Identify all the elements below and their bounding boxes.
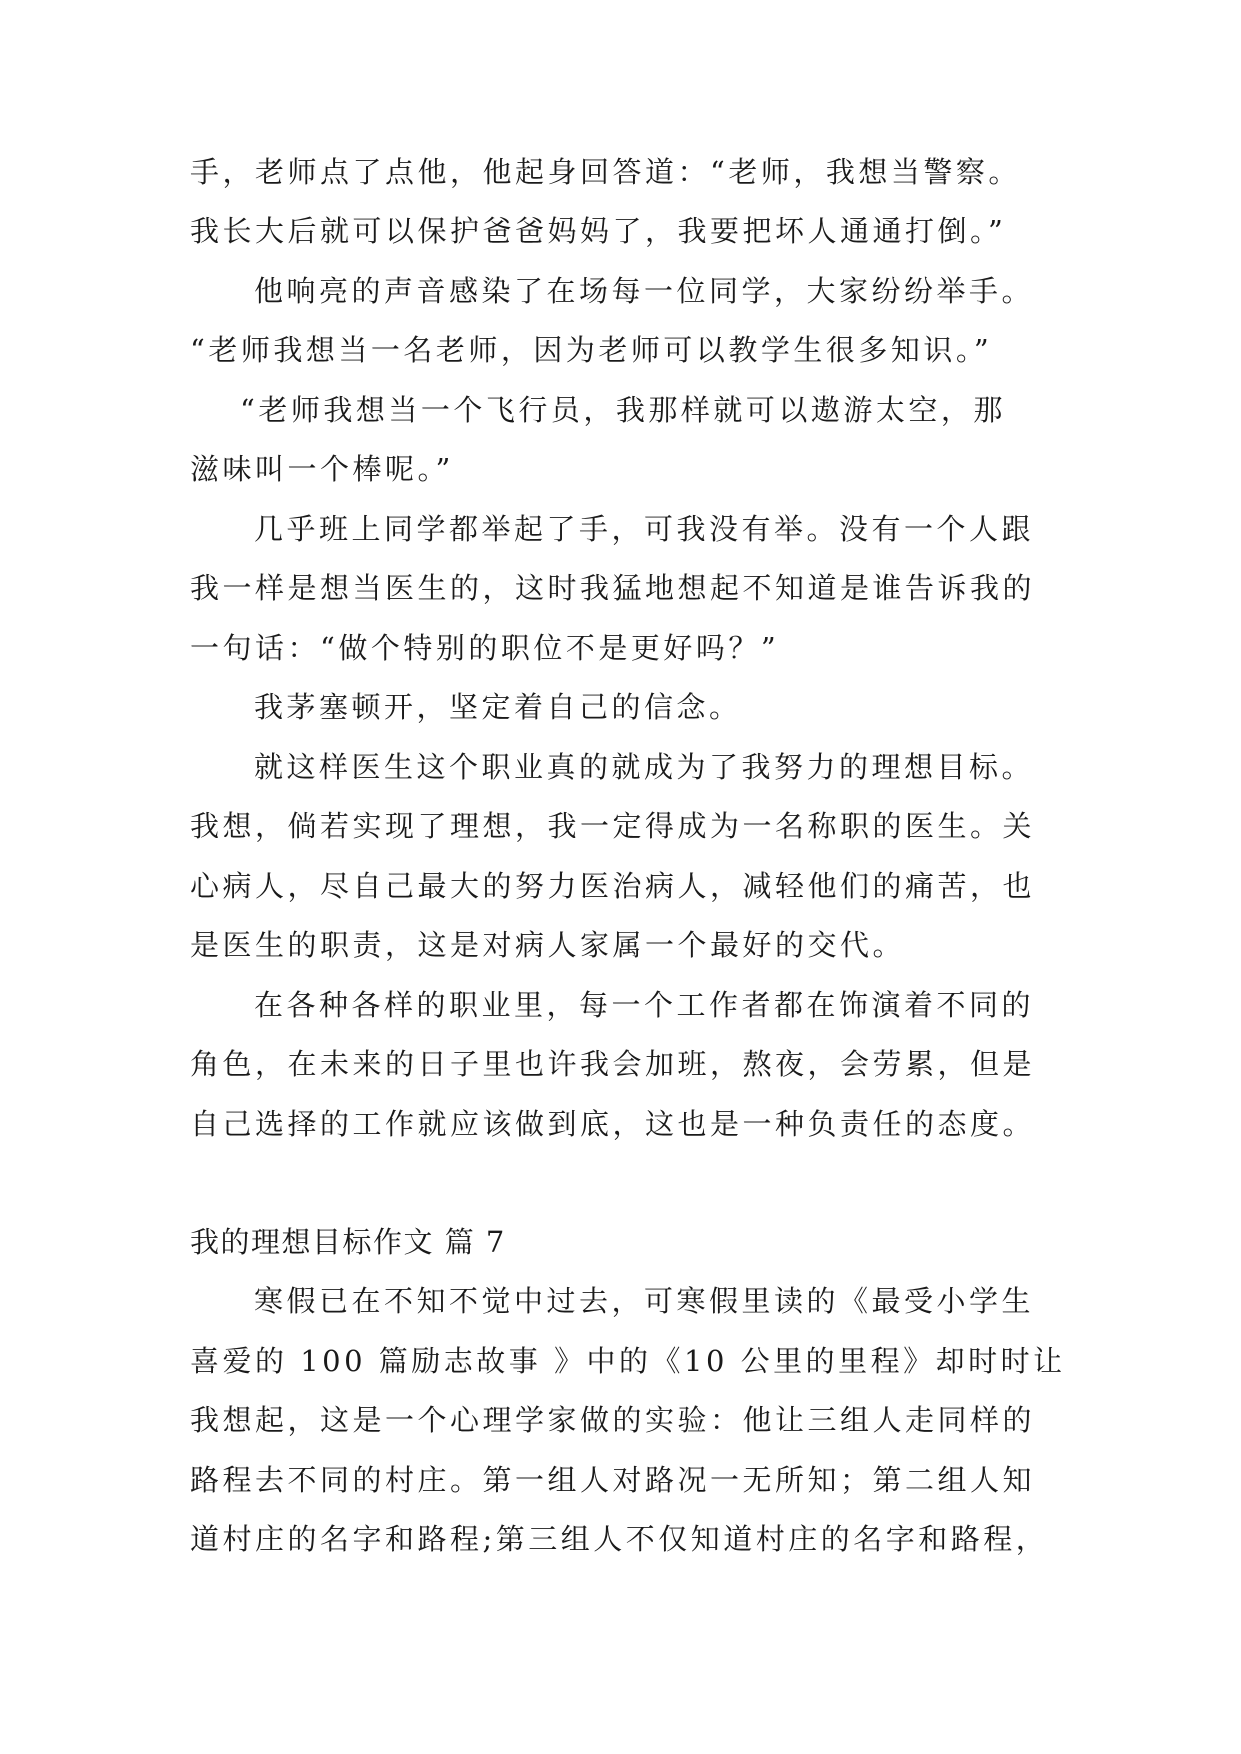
text-line: 滋味叫一个棒呢。”: [190, 452, 454, 486]
text-line: 自己选择的工作就应该做到底，这也是一种负责任的态度。: [190, 1107, 1036, 1141]
text-line: 道村庄的名字和路程;第三组人不仅知道村庄的名字和路程，: [190, 1522, 1049, 1556]
text-line: “老师我想当一名老师，因为老师可以教学生很多知识。”: [190, 333, 993, 367]
paragraph-first-line: 就这样医生这个职业真的就成为了我努力的理想目标。: [254, 750, 1035, 784]
text-line: 一句话：“做个特别的职位不是更好吗？”: [190, 631, 780, 665]
text-line: 手，老师点了点他，他起身回答道：“老师，我想当警察。: [190, 155, 1021, 189]
paragraph-first-line: 我茅塞顿开，坚定着自己的信念。: [254, 690, 742, 724]
text-line: 是医生的职责，这是对病人家属一个最好的交代。: [190, 928, 906, 962]
paragraph-first-line: 几乎班上同学都举起了手，可我没有举。没有一个人跟: [254, 512, 1035, 546]
paragraph-first-line: “老师我想当一个飞行员，我那样就可以遨游太空，那: [240, 393, 1006, 427]
paragraph-first-line: 他响亮的声音感染了在场每一位同学，大家纷纷举手。: [254, 274, 1035, 308]
text-line: 角色，在未来的日子里也许我会加班，熬夜，会劳累，但是: [190, 1047, 1036, 1081]
text-line: 喜爱的 100 篇励志故事 》中的《10 公里的里程》却时时让: [190, 1344, 1066, 1378]
text-line: 心病人，尽自己最大的努力医治病人，减轻他们的痛苦，也: [190, 869, 1036, 903]
text-line: 我想起，这是一个心理学家做的实验：他让三组人走同样的: [190, 1403, 1036, 1437]
text-line: 路程去不同的村庄。第一组人对路况一无所知；第二组人知: [190, 1463, 1036, 1497]
text-line: 我一样是想当医生的，这时我猛地想起不知道是谁告诉我的: [190, 571, 1036, 605]
paragraph-first-line: 在各种各样的职业里，每一个工作者都在饰演着不同的: [254, 988, 1035, 1022]
text-line: 我长大后就可以保护爸爸妈妈了，我要把坏人通通打倒。”: [190, 214, 1007, 248]
paragraph-first-line: 寒假已在不知不觉中过去，可寒假里读的《最受小学生: [254, 1284, 1035, 1318]
text-line: 我想，倘若实现了理想，我一定得成为一名称职的医生。关: [190, 809, 1036, 843]
section-heading: 我的理想目标作文 篇 7: [190, 1225, 506, 1259]
